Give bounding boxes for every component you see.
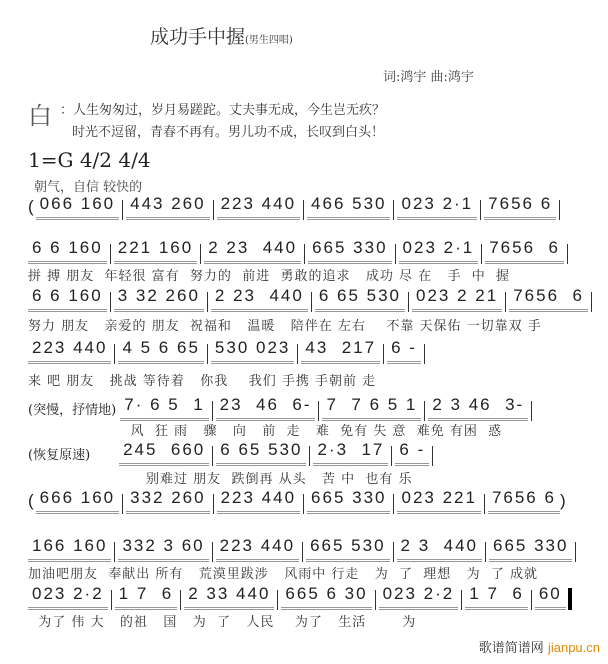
measure: 2 3 440 — [397, 536, 482, 562]
bar-line — [200, 244, 201, 264]
bar-line — [383, 344, 384, 364]
measure: 166 160 — [28, 536, 111, 562]
measure: 2 23 440 — [204, 238, 301, 264]
measure: 665 6 30 — [281, 584, 371, 610]
measure: 332 260 — [126, 488, 209, 514]
measure: 3 32 260 — [114, 286, 204, 312]
measure: 1 7 6 — [465, 584, 528, 610]
bar-line — [311, 292, 312, 312]
bar-line — [531, 401, 532, 421]
bar-line — [393, 494, 394, 514]
measure: 223 440 — [217, 194, 300, 220]
score-row — [28, 194, 563, 220]
bar-line — [559, 200, 560, 220]
measure: 530 023 — [211, 338, 294, 364]
measure: 332 3 60 — [118, 536, 208, 562]
bar-line — [318, 401, 319, 421]
bar-line — [408, 292, 409, 312]
final-bar-line — [568, 588, 572, 610]
bar-line — [531, 590, 532, 610]
bar-line — [304, 244, 305, 264]
measure: 1 7 6 — [115, 584, 178, 610]
row-prefix: ( — [28, 491, 36, 510]
lyrics-line: 加油吧朋友 奉献出 所有 荒漠里跋涉 风雨中 行走 为 了 理想 为 了 成就 — [28, 567, 539, 582]
measure: 023 2·2 — [379, 584, 459, 610]
measure: 245 660 — [119, 440, 209, 466]
score-row — [28, 584, 572, 610]
row-prefix: ( — [28, 197, 36, 216]
bar-line — [303, 200, 304, 220]
measure: 666 160 — [36, 488, 119, 514]
watermark — [479, 637, 600, 656]
measure: 2 33 440 — [184, 584, 274, 610]
measure: 223 440 — [28, 338, 111, 364]
score-row — [28, 286, 595, 312]
song-title — [150, 22, 293, 49]
bar-line — [297, 344, 298, 364]
bar-line — [207, 344, 208, 364]
measure: 466 530 — [307, 194, 390, 220]
lyrics-line: 努力 朋友 亲爱的 朋友 祝福和 温暖 陪伴在 左右 不靠 天保佑 一切靠双 手 — [28, 319, 542, 334]
measure: 223 440 — [217, 488, 300, 514]
bar-line — [393, 200, 394, 220]
measure: 7· 6 5 1 — [120, 395, 208, 421]
measure: 221 160 — [114, 238, 197, 264]
bar-line — [213, 200, 214, 220]
bar-line — [575, 542, 576, 562]
measure: 6 6 160 — [28, 238, 107, 264]
measure: 665 530 — [306, 536, 389, 562]
measure: 2·3 17 — [313, 440, 388, 466]
lyrics-line: 为了 伟 大 的祖 国 为 了 人民 为了 生活 为 — [28, 615, 417, 630]
bar-line — [485, 542, 486, 562]
row-prefix: (突慢，抒情地) — [28, 403, 121, 418]
bar-line — [302, 542, 303, 562]
bar-line — [484, 494, 485, 514]
measure: 066 160 — [36, 194, 119, 220]
measure: 2 3 46 3- — [428, 395, 528, 421]
watermark-cn: 歌谱简谱网 — [478, 641, 544, 656]
tempo-marking: 朝气，自信 较快的 — [34, 180, 143, 195]
bar-line — [505, 292, 506, 312]
measure: 665 330 — [307, 488, 390, 514]
measure: 223 440 — [216, 536, 299, 562]
measure: 6 - — [395, 440, 429, 466]
lyrics-line: 风 狂 雨 骤 向 前 走 难 免有 失 意 难免 有困 惑 — [28, 424, 503, 439]
measure: 43 217 — [301, 338, 380, 364]
measure: 7656 6 — [488, 488, 560, 514]
measure: 023 221 — [397, 488, 480, 514]
bar-line — [424, 401, 425, 421]
measure: 7 7 6 5 1 — [322, 395, 421, 421]
bar-line — [375, 590, 376, 610]
measure: 7656 6 — [485, 238, 564, 264]
score-row — [28, 536, 579, 562]
score-row — [28, 238, 571, 264]
bar-line — [122, 494, 123, 514]
measure: 023 2·2 — [28, 584, 108, 610]
measure: 023 2 21 — [412, 286, 502, 312]
credits: 词:鸿宇 曲:鸿宇 — [383, 70, 474, 85]
score-row — [28, 395, 535, 421]
measure: 6 6 160 — [28, 286, 107, 312]
bar-line — [303, 494, 304, 514]
bar-line — [461, 590, 462, 610]
measure: 023 2·1 — [399, 238, 479, 264]
bar-line — [432, 446, 433, 466]
bar-line — [309, 446, 310, 466]
key-signature: 1=G 4/2 4/4 — [28, 148, 151, 172]
bar-line — [212, 446, 213, 466]
bar-line — [591, 292, 592, 312]
dialog-label: 白 — [28, 102, 52, 130]
measure: 6 65 530 — [216, 440, 306, 466]
score-row — [28, 338, 428, 364]
measure: 6 65 530 — [315, 286, 405, 312]
title-text: 成功手中握 — [150, 26, 246, 48]
bar-line — [122, 200, 123, 220]
bar-line — [395, 244, 396, 264]
bar-line — [391, 446, 392, 466]
row-prefix: (恢复原速) — [28, 448, 120, 463]
bar-line — [481, 244, 482, 264]
score-row — [28, 440, 436, 466]
bar-line — [213, 494, 214, 514]
bar-line — [111, 590, 112, 610]
measure: 443 260 — [126, 194, 209, 220]
bar-line — [424, 344, 425, 364]
subtitle: (男生四唱) — [245, 35, 293, 46]
bar-line — [110, 292, 111, 312]
lyrics-line: 来 吧 朋友 挑战 等待着 你我 我们 手携 手朝前 走 — [28, 374, 377, 389]
bar-line — [114, 542, 115, 562]
measure: 7656 6 — [509, 286, 588, 312]
measure: 60 — [535, 584, 566, 610]
bar-line — [393, 542, 394, 562]
measure: 23 46 6- — [216, 395, 316, 421]
score-row — [28, 488, 568, 514]
measure: 6 - — [387, 338, 421, 364]
lyrics-line: 拼 搏 朋友 年轻很 富有 努力的 前进 勇敢的追求 成功 尽 在 手 中 握 — [28, 269, 511, 284]
lyrics-line: 别难过 朋友 跌倒再 从头 苦 中 也有 乐 — [28, 472, 413, 487]
measure: 2 23 440 — [211, 286, 308, 312]
dialog-line: 时光不逗留，青春不再有。男儿功不成，长叹到白头！ — [72, 125, 385, 140]
measure: 023 2·1 — [397, 194, 477, 220]
bar-line — [180, 590, 181, 610]
measure: ) — [559, 491, 568, 510]
bar-line — [207, 292, 208, 312]
bar-line — [212, 542, 213, 562]
bar-line — [277, 590, 278, 610]
measure: 7656 6 — [484, 194, 556, 220]
watermark-en: jianpu.cn — [547, 640, 600, 655]
measure: 665 330 — [308, 238, 391, 264]
dialog-line: ：人生匆匆过，岁月易蹉跎。丈夫事无成，今生岂无疚？ — [60, 103, 386, 118]
dialog-text — [60, 100, 385, 144]
bar-line — [110, 244, 111, 264]
bar-line — [114, 344, 115, 364]
measure: 665 330 — [489, 536, 572, 562]
bar-line — [212, 401, 213, 421]
bar-line — [480, 200, 481, 220]
measure: 4 5 6 65 — [118, 338, 203, 364]
bar-line — [567, 244, 568, 264]
